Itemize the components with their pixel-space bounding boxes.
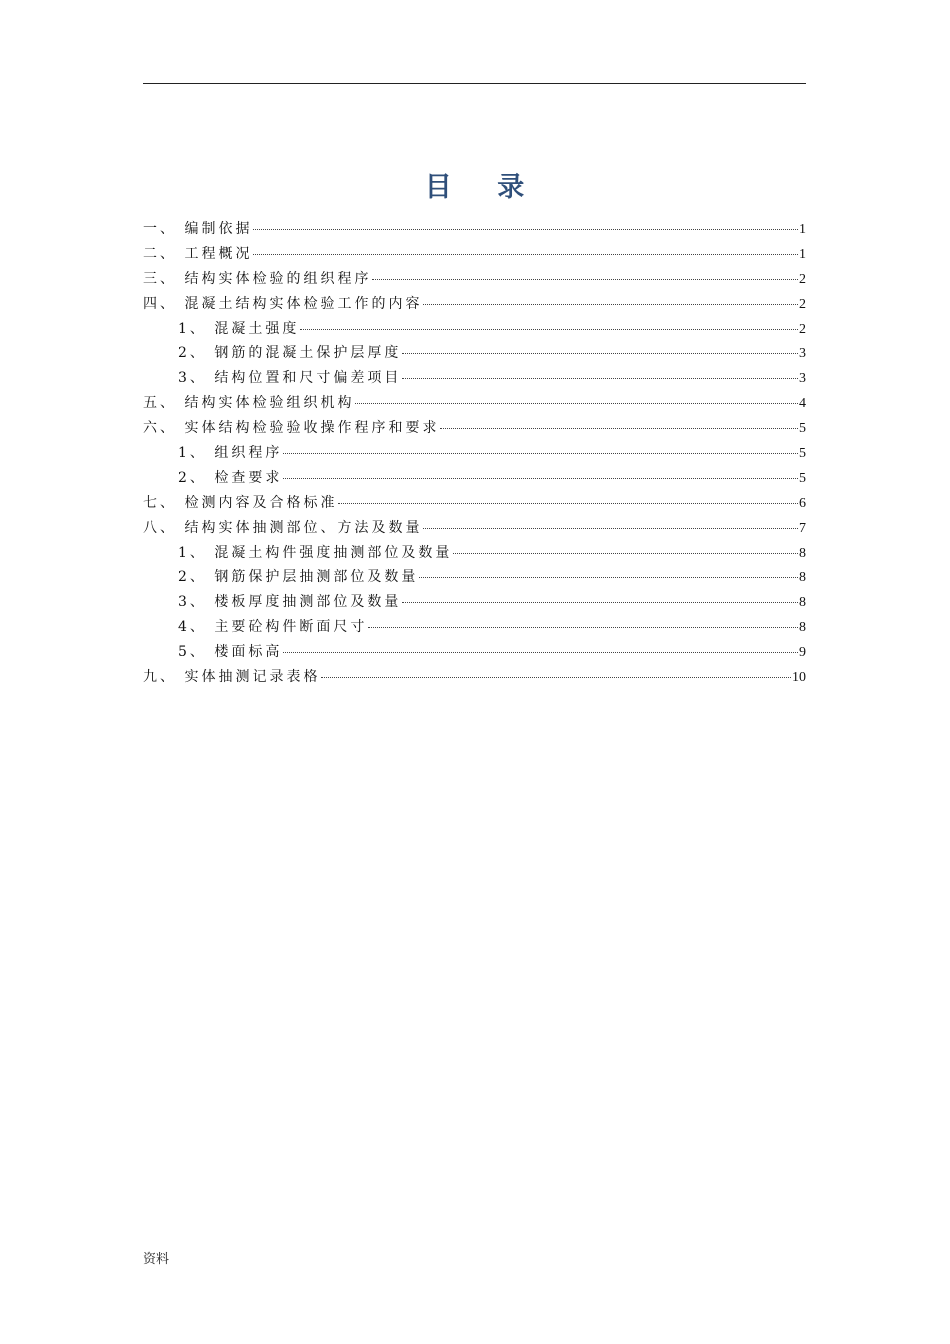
toc-subentry[interactable] [143,441,806,466]
toc-page-number: 7 [799,520,806,536]
toc-entry[interactable] [143,516,806,541]
toc-entry-text: 一、 编制依据 [143,221,253,237]
toc-leader-dots [372,265,798,280]
toc-subentry[interactable] [143,466,806,491]
toc-page-number: 3 [799,371,806,387]
page-title: 目 录 [424,172,543,203]
toc-page-number: 8 [799,545,806,561]
toc-leader-dots [253,215,798,230]
toc-leader-dots [402,339,798,354]
toc-page-number: 8 [799,620,806,636]
toc-entry[interactable] [143,665,806,690]
toc-entry-text: 八、 结构实体抽测部位、方法及数量 [143,519,423,536]
toc-subentry[interactable] [143,640,806,665]
toc-page-number: 5 [799,446,806,462]
toc-page-number: 10 [792,670,806,686]
toc-subentry[interactable] [143,541,806,566]
toc-entry[interactable] [143,292,806,317]
toc-page-number: 2 [799,296,806,312]
toc-leader-dots [283,638,798,653]
toc-entry[interactable] [143,217,806,242]
toc-entry-text: 1、 混凝土构件强度抽测部位及数量 [178,544,453,561]
toc-leader-dots [419,563,798,578]
toc-page-number: 4 [799,396,806,412]
toc-entry-text: 1、 组织程序 [178,445,283,462]
toc-page-number: 9 [799,645,806,661]
toc-leader-dots [402,588,798,603]
toc-subentry[interactable] [143,317,806,342]
toc-page-number: 1 [799,222,806,237]
toc-entry-text: 2、 检查要求 [178,469,283,486]
toc-leader-dots [253,240,798,255]
toc-entry[interactable] [143,267,806,292]
toc-page-number: 5 [799,421,806,437]
toc-leader-dots [368,613,798,628]
toc-entry-text: 5、 楼面标高 [178,644,283,661]
toc-leader-dots [355,389,798,404]
toc-entry-text: 3、 楼板厚度抽测部位及数量 [178,594,402,611]
table-of-contents [143,217,806,690]
toc-entry-text: 五、 结构实体检验组织机构 [143,395,355,412]
page-footer: 资料 [143,1252,170,1267]
toc-entry-text: 七、 检测内容及合格标准 [143,494,338,511]
toc-subentry[interactable] [143,590,806,615]
toc-entry[interactable] [143,416,806,441]
toc-page-number: 6 [799,495,806,511]
toc-leader-dots [283,464,798,479]
toc-entry[interactable] [143,242,806,267]
toc-entry-text: 2、 钢筋的混凝土保护层厚度 [178,345,402,362]
toc-leader-dots [283,439,798,454]
toc-entry[interactable] [143,491,806,516]
toc-entry-text: 六、 实体结构检验验收操作程序和要求 [143,420,440,437]
toc-page-number: 1 [799,246,806,262]
toc-entry[interactable] [143,391,806,416]
toc-leader-dots [453,539,798,554]
toc-leader-dots [423,514,798,529]
toc-entry-text: 3、 结构位置和尺寸偏差项目 [178,370,402,387]
toc-page-number: 8 [799,595,806,611]
toc-entry-text: 九、 实体抽测记录表格 [143,669,321,686]
toc-page-number: 8 [799,570,806,586]
toc-leader-dots [321,663,791,678]
toc-leader-dots [300,315,798,330]
toc-subentry[interactable] [143,615,806,640]
toc-entry-text: 三、 结构实体检验的组织程序 [143,270,372,287]
header-rule [143,83,806,84]
toc-page-number: 2 [799,321,806,337]
toc-entry-text: 四、 混凝土结构实体检验工作的内容 [143,295,423,312]
toc-page-number: 3 [799,346,806,362]
toc-entry-text: 2、 钢筋保护层抽测部位及数量 [178,569,419,586]
toc-subentry[interactable] [143,341,806,366]
toc-page-number: 2 [799,271,806,287]
toc-entry-text: 1、 混凝土强度 [178,320,300,337]
toc-entry-text: 二、 工程概况 [143,245,253,262]
toc-subentry[interactable] [143,565,806,590]
toc-entry-text: 4、 主要砼构件断面尺寸 [178,619,368,636]
toc-leader-dots [440,414,798,429]
toc-subentry[interactable] [143,366,806,391]
toc-page-number: 5 [799,470,806,486]
toc-leader-dots [402,364,798,379]
toc-leader-dots [338,489,798,504]
toc-leader-dots [423,290,798,305]
